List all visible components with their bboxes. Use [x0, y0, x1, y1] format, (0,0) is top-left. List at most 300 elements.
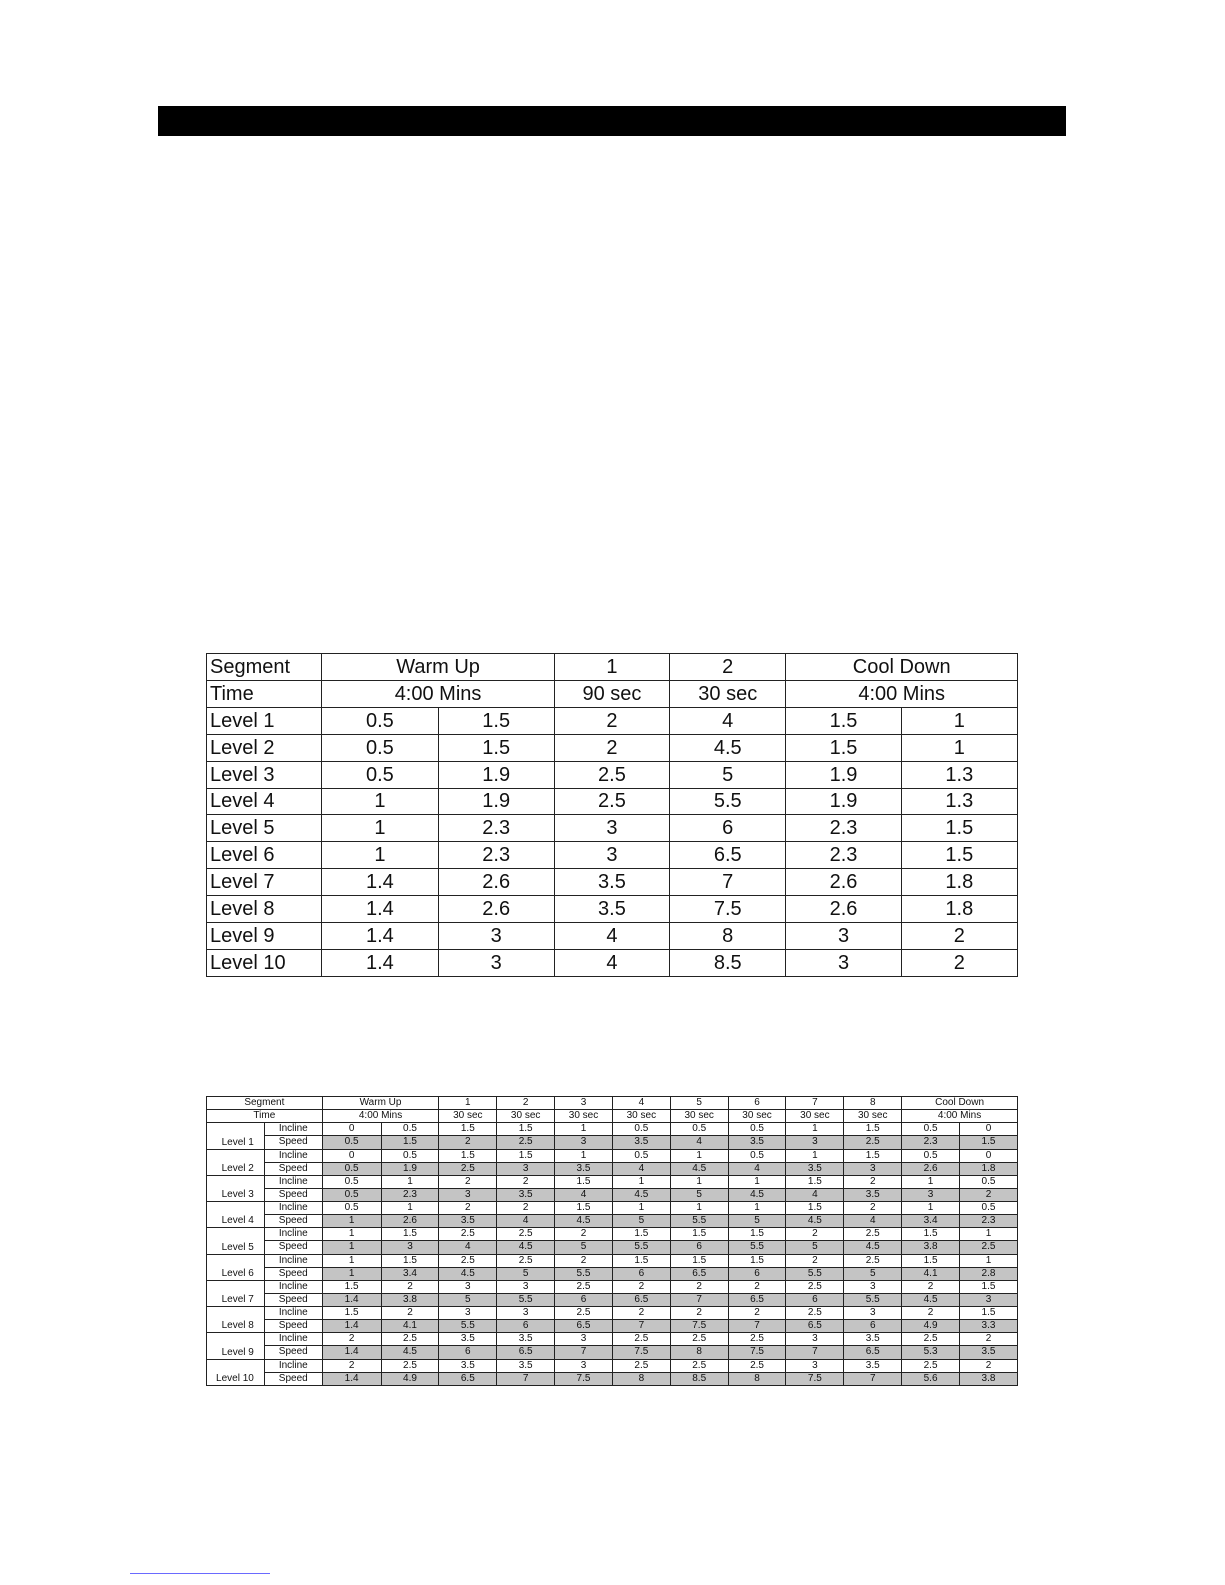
speed-row — [207, 1215, 1018, 1228]
speed-label: Speed — [264, 1162, 322, 1175]
speed-cell: 6.5 — [555, 1320, 613, 1333]
incline-cell: 2.5 — [381, 1359, 439, 1372]
incline-cell: 3.5 — [439, 1333, 497, 1346]
incline-cell: 1.5 — [322, 1307, 381, 1320]
time-value: 30 sec — [497, 1110, 555, 1123]
speed-cell: 3.5 — [612, 1136, 670, 1149]
speed-cell: 5.5 — [439, 1320, 497, 1333]
speed-cell: 4.5 — [497, 1241, 555, 1254]
speed-row — [207, 1293, 1018, 1306]
level-label: Level 9 — [207, 1333, 265, 1359]
incline-cell: 1 — [902, 1175, 960, 1188]
speed-cell: 5 — [844, 1267, 902, 1280]
level-label: Level 1 — [207, 707, 322, 734]
speed-cell: 4.5 — [555, 1215, 613, 1228]
incline-label: Incline — [264, 1333, 322, 1346]
speed-cell: 1 — [322, 1241, 381, 1254]
speed-label: Speed — [264, 1188, 322, 1201]
segment-header: 5 — [670, 1097, 728, 1110]
incline-cell: 3.5 — [497, 1333, 555, 1346]
time-value: 30 sec — [844, 1110, 902, 1123]
speed-cell: 5.5 — [555, 1267, 613, 1280]
time-value: 4:00 Mins — [786, 680, 1018, 707]
incline-cell: 3 — [786, 1333, 844, 1346]
incline-cell: 2 — [612, 1280, 670, 1293]
incline-cell: 1.5 — [844, 1123, 902, 1136]
incline-cell: 0.5 — [322, 1175, 381, 1188]
incline-cell: 2.5 — [902, 1359, 960, 1372]
speed-cell: 3.5 — [786, 1162, 844, 1175]
incline-cell: 1.5 — [902, 1254, 960, 1267]
table-cell: 2 — [901, 949, 1017, 976]
incline-cell: 3 — [555, 1359, 613, 1372]
speed-cell: 2.5 — [439, 1162, 497, 1175]
speed-cell: 4 — [555, 1188, 613, 1201]
table-cell: 1.5 — [901, 842, 1017, 869]
incline-cell: 0.5 — [728, 1123, 786, 1136]
incline-cell: 1.5 — [670, 1254, 728, 1267]
speed-cell: 7 — [728, 1320, 786, 1333]
incline-cell: 2.5 — [902, 1333, 960, 1346]
speed-row — [207, 1320, 1018, 1333]
incline-cell: 2.5 — [786, 1307, 844, 1320]
table-cell: 3 — [786, 949, 901, 976]
level-label: Level 8 — [207, 896, 322, 923]
table-cell: 8 — [670, 923, 786, 950]
incline-cell: 0 — [322, 1149, 381, 1162]
speed-cell: 2.5 — [959, 1241, 1017, 1254]
incline-cell: 0 — [959, 1149, 1017, 1162]
table-cell: 2.6 — [438, 896, 554, 923]
speed-cell: 5 — [612, 1215, 670, 1228]
table-cell: 1.9 — [438, 761, 554, 788]
table-cell: 1 — [322, 815, 438, 842]
incline-cell: 1.5 — [322, 1280, 381, 1293]
incline-cell: 2 — [555, 1228, 613, 1241]
incline-cell: 3 — [844, 1307, 902, 1320]
table-cell: 3 — [554, 842, 669, 869]
speed-cell: 5.5 — [786, 1267, 844, 1280]
speed-cell: 2.8 — [959, 1267, 1017, 1280]
speed-label: Speed — [264, 1241, 322, 1254]
speed-label: Speed — [264, 1320, 322, 1333]
level-label: Level 10 — [207, 949, 322, 976]
speed-cell: 6 — [786, 1293, 844, 1306]
incline-cell: 2.5 — [497, 1254, 555, 1267]
speed-label: Speed — [264, 1136, 322, 1149]
table-cell: 3.5 — [554, 896, 669, 923]
segment-label: Segment — [207, 654, 322, 681]
time-value: 4:00 Mins — [902, 1110, 1018, 1123]
level-label: Level 9 — [207, 923, 322, 950]
speed-cell: 6 — [670, 1241, 728, 1254]
incline-cell: 1 — [902, 1202, 960, 1215]
speed-cell: 3.5 — [844, 1188, 902, 1201]
incline-cell: 2 — [497, 1202, 555, 1215]
speed-row — [207, 1188, 1018, 1201]
table-cell: 1.9 — [786, 761, 901, 788]
speed-cell: 3 — [959, 1293, 1017, 1306]
incline-cell: 2.5 — [728, 1359, 786, 1372]
incline-cell: 2 — [322, 1359, 381, 1372]
incline-cell: 2 — [381, 1307, 439, 1320]
speed-cell: 4.9 — [902, 1320, 960, 1333]
incline-cell: 1 — [670, 1202, 728, 1215]
speed-cell: 4.5 — [728, 1188, 786, 1201]
speed-cell: 1.4 — [322, 1346, 381, 1359]
time-label: Time — [207, 1110, 323, 1123]
incline-label: Incline — [264, 1149, 322, 1162]
incline-cell: 1.5 — [555, 1175, 613, 1188]
incline-cell: 1 — [612, 1175, 670, 1188]
incline-cell: 2 — [439, 1202, 497, 1215]
speed-label: Speed — [264, 1293, 322, 1306]
speed-cell: 4.1 — [902, 1267, 960, 1280]
speed-cell: 1.4 — [322, 1320, 381, 1333]
segment-header: 4 — [612, 1097, 670, 1110]
table-cell: 0.5 — [322, 707, 438, 734]
speed-cell: 3.8 — [381, 1293, 439, 1306]
table-cell: 2.6 — [786, 896, 901, 923]
speed-cell: 2 — [959, 1188, 1017, 1201]
incline-cell: 2.5 — [439, 1228, 497, 1241]
segment-header: 6 — [728, 1097, 786, 1110]
incline-cell: 2 — [786, 1254, 844, 1267]
incline-label: Incline — [264, 1254, 322, 1267]
table-row — [207, 788, 1018, 815]
speed-cell: 6.5 — [844, 1346, 902, 1359]
table-cell: 2.6 — [786, 869, 901, 896]
table-cell: 2.5 — [554, 788, 669, 815]
speed-cell: 6.5 — [786, 1320, 844, 1333]
speed-cell: 3.5 — [555, 1162, 613, 1175]
incline-row — [207, 1149, 1018, 1162]
speed-label: Speed — [264, 1215, 322, 1228]
level-label: Level 7 — [207, 869, 322, 896]
speed-cell: 2.3 — [381, 1188, 439, 1201]
incline-row — [207, 1307, 1018, 1320]
time-value: 4:00 Mins — [322, 680, 555, 707]
speed-cell: 3.4 — [902, 1215, 960, 1228]
incline-cell: 2.5 — [670, 1333, 728, 1346]
speed-cell: 5 — [728, 1215, 786, 1228]
table-cell: 1.8 — [901, 869, 1017, 896]
incline-cell: 1 — [555, 1123, 613, 1136]
table-cell: 5.5 — [670, 788, 786, 815]
incline-cell: 0.5 — [612, 1123, 670, 1136]
incline-cell: 1.5 — [728, 1228, 786, 1241]
speed-cell: 4.5 — [381, 1346, 439, 1359]
speed-cell: 3 — [902, 1188, 960, 1201]
incline-cell: 2 — [381, 1280, 439, 1293]
incline-cell: 1 — [786, 1123, 844, 1136]
table-cell: 1.4 — [322, 896, 438, 923]
table-cell: 1.3 — [901, 788, 1017, 815]
table-cell: 0.5 — [322, 761, 438, 788]
incline-label: Incline — [264, 1359, 322, 1372]
level-label: Level 6 — [207, 842, 322, 869]
table-cell: 6.5 — [670, 842, 786, 869]
incline-cell: 3 — [844, 1280, 902, 1293]
incline-cell: 2 — [959, 1359, 1017, 1372]
incline-cell: 1 — [612, 1202, 670, 1215]
segment-header: 8 — [844, 1097, 902, 1110]
incline-cell: 0.5 — [902, 1149, 960, 1162]
incline-cell: 1.5 — [381, 1254, 439, 1267]
time-value: 30 sec — [786, 1110, 844, 1123]
speed-row — [207, 1162, 1018, 1175]
speed-cell: 1 — [322, 1267, 381, 1280]
incline-row — [207, 1202, 1018, 1215]
incline-cell: 1 — [728, 1175, 786, 1188]
incline-cell: 1.5 — [612, 1228, 670, 1241]
speed-cell: 2.3 — [959, 1215, 1017, 1228]
segment-header: Warm Up — [322, 1097, 439, 1110]
incline-cell: 2 — [959, 1333, 1017, 1346]
level-label: Level 10 — [207, 1359, 265, 1386]
incline-row — [207, 1175, 1018, 1188]
incline-cell: 2 — [439, 1175, 497, 1188]
speed-row — [207, 1267, 1018, 1280]
incline-cell: 1.5 — [381, 1228, 439, 1241]
incline-cell: 1.5 — [902, 1228, 960, 1241]
table-row — [207, 842, 1018, 869]
incline-row — [207, 1254, 1018, 1267]
speed-cell: 3 — [555, 1136, 613, 1149]
speed-cell: 7 — [497, 1372, 555, 1385]
table-cell: 1.3 — [901, 761, 1017, 788]
incline-cell: 3.5 — [497, 1359, 555, 1372]
speed-cell: 1.5 — [381, 1136, 439, 1149]
speed-cell: 4 — [670, 1136, 728, 1149]
table-cell: 2 — [901, 923, 1017, 950]
speed-cell: 2 — [439, 1136, 497, 1149]
speed-cell: 7.5 — [555, 1372, 613, 1385]
incline-cell: 2.5 — [497, 1228, 555, 1241]
level-label: Level 5 — [207, 1228, 265, 1254]
incline-cell: 2.5 — [439, 1254, 497, 1267]
speed-cell: 7.5 — [612, 1346, 670, 1359]
speed-cell: 4.9 — [381, 1372, 439, 1385]
table-cell: 7.5 — [670, 896, 786, 923]
table-cell: 3.5 — [554, 869, 669, 896]
incline-cell: 2.5 — [555, 1280, 613, 1293]
table-cell: 7 — [670, 869, 786, 896]
level-label: Level 2 — [207, 1149, 265, 1175]
incline-cell: 0.5 — [381, 1123, 439, 1136]
incline-cell: 2 — [844, 1202, 902, 1215]
table-cell: 4 — [670, 707, 786, 734]
speed-cell: 3.3 — [959, 1320, 1017, 1333]
section-header-bar — [158, 106, 1066, 136]
incline-cell: 1.5 — [612, 1254, 670, 1267]
footer-link-underline — [130, 1573, 270, 1574]
incline-row — [207, 1280, 1018, 1293]
table-cell: 1.4 — [322, 923, 438, 950]
time-row — [207, 680, 1018, 707]
speed-cell: 3 — [439, 1188, 497, 1201]
table-cell: 1.5 — [786, 734, 901, 761]
table-cell: 3 — [438, 949, 554, 976]
speed-cell: 8 — [612, 1372, 670, 1385]
incline-row — [207, 1333, 1018, 1346]
time-value: 30 sec — [728, 1110, 786, 1123]
table-cell: 2.3 — [786, 815, 901, 842]
speed-cell: 4.1 — [381, 1320, 439, 1333]
table-row — [207, 896, 1018, 923]
table-cell: 3 — [786, 923, 901, 950]
time-label: Time — [207, 680, 322, 707]
time-value: 30 sec — [670, 680, 786, 707]
incline-cell: 1.5 — [439, 1123, 497, 1136]
level-label: Level 3 — [207, 1175, 265, 1201]
speed-cell: 7 — [670, 1293, 728, 1306]
table-cell: 4 — [554, 949, 669, 976]
segment-label: Segment — [207, 1097, 323, 1110]
table-cell: 6 — [670, 815, 786, 842]
incline-cell: 2 — [728, 1280, 786, 1293]
level-label: Level 2 — [207, 734, 322, 761]
speed-cell: 5.3 — [902, 1346, 960, 1359]
table-cell: 8.5 — [670, 949, 786, 976]
incline-cell: 0 — [322, 1123, 381, 1136]
incline-label: Incline — [264, 1280, 322, 1293]
table-row — [207, 734, 1018, 761]
incline-cell: 1.5 — [439, 1149, 497, 1162]
speed-cell: 0.5 — [322, 1162, 381, 1175]
table-row — [207, 761, 1018, 788]
segment-header: 3 — [555, 1097, 613, 1110]
table-cell: 1 — [901, 734, 1017, 761]
incline-cell: 3 — [786, 1359, 844, 1372]
segment-header: 2 — [670, 654, 786, 681]
incline-cell: 2 — [902, 1280, 960, 1293]
table-cell: 1 — [901, 707, 1017, 734]
speed-cell: 1.9 — [381, 1162, 439, 1175]
speed-cell: 4 — [844, 1215, 902, 1228]
incline-cell: 0.5 — [959, 1202, 1017, 1215]
incline-row — [207, 1228, 1018, 1241]
speed-cell: 3.5 — [959, 1346, 1017, 1359]
incline-cell: 3.5 — [844, 1333, 902, 1346]
segment-row — [207, 1097, 1018, 1110]
incline-cell: 1.5 — [844, 1149, 902, 1162]
speed-cell: 2.5 — [497, 1136, 555, 1149]
incline-cell: 1 — [670, 1175, 728, 1188]
level-label: Level 8 — [207, 1307, 265, 1333]
speed-cell: 3 — [844, 1162, 902, 1175]
speed-cell: 2.5 — [844, 1136, 902, 1149]
speed-cell: 3.8 — [959, 1372, 1017, 1385]
segment-header: 7 — [786, 1097, 844, 1110]
table-cell: 2.3 — [438, 842, 554, 869]
time-value: 90 sec — [554, 680, 669, 707]
incline-cell: 2 — [612, 1307, 670, 1320]
speed-cell: 1.4 — [322, 1293, 381, 1306]
table-cell: 1.8 — [901, 896, 1017, 923]
incline-cell: 1 — [322, 1228, 381, 1241]
speed-row — [207, 1241, 1018, 1254]
incline-cell: 2.5 — [612, 1359, 670, 1372]
time-row — [207, 1110, 1018, 1123]
segment-header: Cool Down — [786, 654, 1018, 681]
speed-cell: 4.5 — [844, 1241, 902, 1254]
table-cell: 1.4 — [322, 949, 438, 976]
speed-cell: 2.3 — [902, 1136, 960, 1149]
incline-cell: 2.5 — [670, 1359, 728, 1372]
table-cell: 3 — [554, 815, 669, 842]
speed-cell: 5.5 — [728, 1241, 786, 1254]
incline-cell: 1.5 — [670, 1228, 728, 1241]
time-value: 30 sec — [612, 1110, 670, 1123]
incline-cell: 0.5 — [670, 1123, 728, 1136]
incline-label: Incline — [264, 1307, 322, 1320]
speed-cell: 3.5 — [439, 1215, 497, 1228]
speed-label: Speed — [264, 1346, 322, 1359]
incline-cell: 1.5 — [728, 1254, 786, 1267]
time-value: 30 sec — [439, 1110, 497, 1123]
program-table-detailed — [206, 1096, 1018, 1386]
incline-cell: 0.5 — [612, 1149, 670, 1162]
incline-row — [207, 1359, 1018, 1372]
speed-cell: 4.5 — [439, 1267, 497, 1280]
speed-cell: 4.5 — [670, 1162, 728, 1175]
speed-cell: 6.5 — [728, 1293, 786, 1306]
speed-cell: 7 — [786, 1346, 844, 1359]
table-cell: 1.5 — [901, 815, 1017, 842]
speed-cell: 1 — [322, 1215, 381, 1228]
speed-cell: 8 — [728, 1372, 786, 1385]
table-row — [207, 923, 1018, 950]
table-cell: 1.9 — [438, 788, 554, 815]
level-label: Level 1 — [207, 1123, 265, 1149]
incline-cell: 0.5 — [959, 1175, 1017, 1188]
speed-cell: 4.5 — [786, 1215, 844, 1228]
table-row — [207, 869, 1018, 896]
incline-cell: 3 — [497, 1307, 555, 1320]
incline-cell: 0.5 — [902, 1123, 960, 1136]
speed-cell: 3.5 — [728, 1136, 786, 1149]
speed-cell: 4 — [728, 1162, 786, 1175]
segment-header: Warm Up — [322, 654, 555, 681]
speed-cell: 4.5 — [902, 1293, 960, 1306]
table-cell: 5 — [670, 761, 786, 788]
speed-cell: 6 — [555, 1293, 613, 1306]
table-cell: 1.5 — [438, 707, 554, 734]
incline-cell: 2 — [322, 1333, 381, 1346]
table-cell: 1.5 — [786, 707, 901, 734]
speed-row — [207, 1346, 1018, 1359]
table-row — [207, 707, 1018, 734]
speed-cell: 5.6 — [902, 1372, 960, 1385]
speed-cell: 5 — [497, 1267, 555, 1280]
segment-header: 2 — [497, 1097, 555, 1110]
incline-cell: 3 — [439, 1280, 497, 1293]
speed-cell: 4 — [786, 1188, 844, 1201]
speed-cell: 6.5 — [497, 1346, 555, 1359]
incline-cell: 1 — [959, 1228, 1017, 1241]
speed-cell: 3 — [381, 1241, 439, 1254]
incline-cell: 2.5 — [555, 1307, 613, 1320]
table-cell: 2.3 — [786, 842, 901, 869]
speed-cell: 3.4 — [381, 1267, 439, 1280]
speed-cell: 0.5 — [322, 1136, 381, 1149]
level-label: Level 6 — [207, 1254, 265, 1280]
incline-cell: 1 — [728, 1202, 786, 1215]
table-cell: 0.5 — [322, 734, 438, 761]
incline-cell: 1.5 — [959, 1280, 1017, 1293]
speed-cell: 7 — [844, 1372, 902, 1385]
